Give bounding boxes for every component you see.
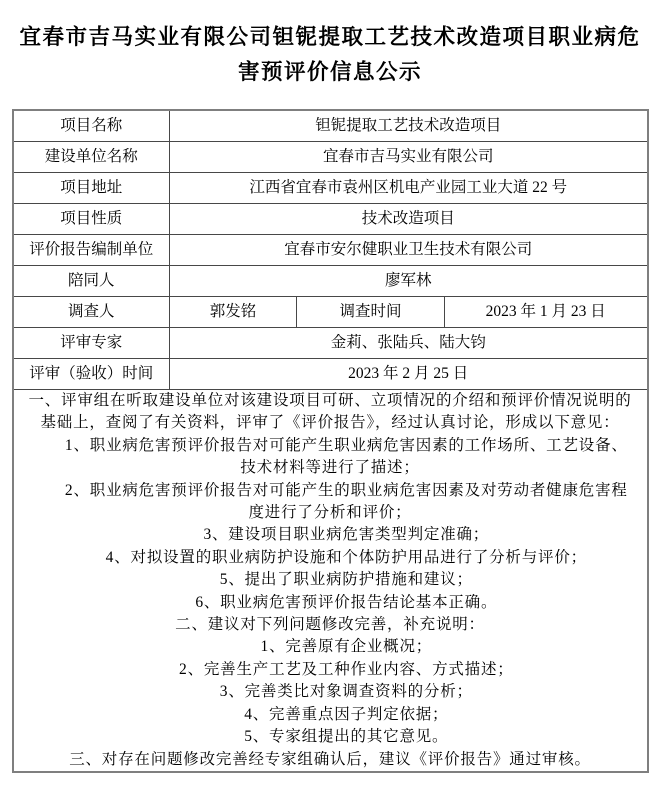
review-time-label: 评审（验收）时间: [13, 359, 170, 390]
opinion-line: 3、建设项目职业病危害类型判定准确；: [170, 526, 490, 544]
table-row-survey: [13, 297, 648, 328]
accompanying-person-label: 陪同人: [13, 266, 170, 297]
project-name-value: 钽铌提取工艺技术改造项目: [170, 110, 648, 142]
table-row-project-nature: [13, 204, 648, 235]
opinion-line: 5、提出了职业病防护措施和建议；: [187, 571, 473, 589]
opinion-line: 1、职业病危害预评价报告对可能产生职业病危害因素的工作场所、工艺设备、: [32, 436, 628, 454]
opinion-line: 4、完善重点因子判定依据；: [211, 705, 449, 723]
table-row-report-agency: [13, 235, 648, 266]
review-opinion-cell: [13, 390, 648, 772]
review-time-value: 2023 年 2 月 25 日: [170, 359, 648, 390]
experts-label: 评审专家: [13, 328, 170, 359]
page-title: [6, 20, 654, 90]
opinion-line: 4、对拟设置的职业病防护设施和个体防护用品进行了分析与评价；: [73, 548, 587, 566]
opinion-line: 1、完善原有企业概况；: [227, 638, 433, 656]
project-name-label: 项目名称: [13, 110, 170, 142]
table-row-project-address: [13, 173, 648, 204]
opinion-line: 2、完善生产工艺及工种作业内容、方式描述；: [146, 660, 514, 678]
accompanying-person-value: 廖军林: [170, 266, 648, 297]
info-table: [12, 109, 649, 773]
investigator-label: 调查人: [13, 297, 170, 328]
project-address-label: 项目地址: [13, 173, 170, 204]
opinion-line: 3、完善类比对象调查资料的分析；: [187, 683, 473, 701]
table-row-opinion: [13, 390, 648, 772]
opinion-line: 一、评审组在听取建设单位对该建设项目可研、立项情况的介绍和预评价情况说明的: [28, 392, 632, 409]
page-title-line-1: 宜春市吉马实业有限公司钽铌提取工艺技术改造项目职业病危: [19, 25, 641, 49]
table-row-review-time: [13, 359, 648, 390]
table-row-accompanying-person: [13, 266, 648, 297]
construction-unit-value: 宜春市吉马实业有限公司: [170, 142, 648, 173]
project-nature-value: 技术改造项目: [170, 204, 648, 235]
table-row-experts: [13, 328, 648, 359]
opinion-line: 基础上，查阅了有关资料，评审了《评价报告》，经过认真讨论，形成以下意见：: [40, 414, 620, 432]
project-nature-label: 项目性质: [13, 204, 170, 235]
opinion-line: 技术材料等进行了描述；: [240, 459, 420, 477]
table-row-project-name: [13, 110, 648, 142]
opinion-line: 度进行了分析和评价；: [248, 504, 412, 522]
survey-time-value: 2023 年 1 月 23 日: [445, 297, 648, 328]
opinion-line: 三、对存在问题修改完善经专家组确认后，建议《评价报告》通过审核。: [69, 750, 591, 768]
report-agency-value: 宜春市安尔健职业卫生技术有限公司: [170, 235, 648, 266]
investigator-value: 郭发铭: [170, 297, 297, 328]
report-agency-label: 评价报告编制单位: [13, 235, 170, 266]
project-address-value: 江西省宜春市袁州区机电产业园工业大道 22 号: [170, 173, 648, 204]
construction-unit-label: 建设单位名称: [13, 142, 170, 173]
table-row-construction-unit: [13, 142, 648, 173]
opinion-line: 2、职业病危害预评价报告对可能产生的职业病危害因素及对劳动者健康危害程: [32, 481, 628, 499]
experts-value: 金莉、张陆兵、陆大钧: [170, 328, 648, 359]
survey-time-label: 调查时间: [297, 297, 445, 328]
page-title-line-2: 害预评价信息公示: [237, 60, 422, 84]
opinion-line: 5、专家组提出的其它意见。: [211, 728, 449, 746]
opinion-line: 二、建议对下列问题修改完善，补充说明：: [175, 616, 485, 634]
opinion-line: 6、职业病危害预评价报告结论基本正确。: [162, 593, 498, 611]
